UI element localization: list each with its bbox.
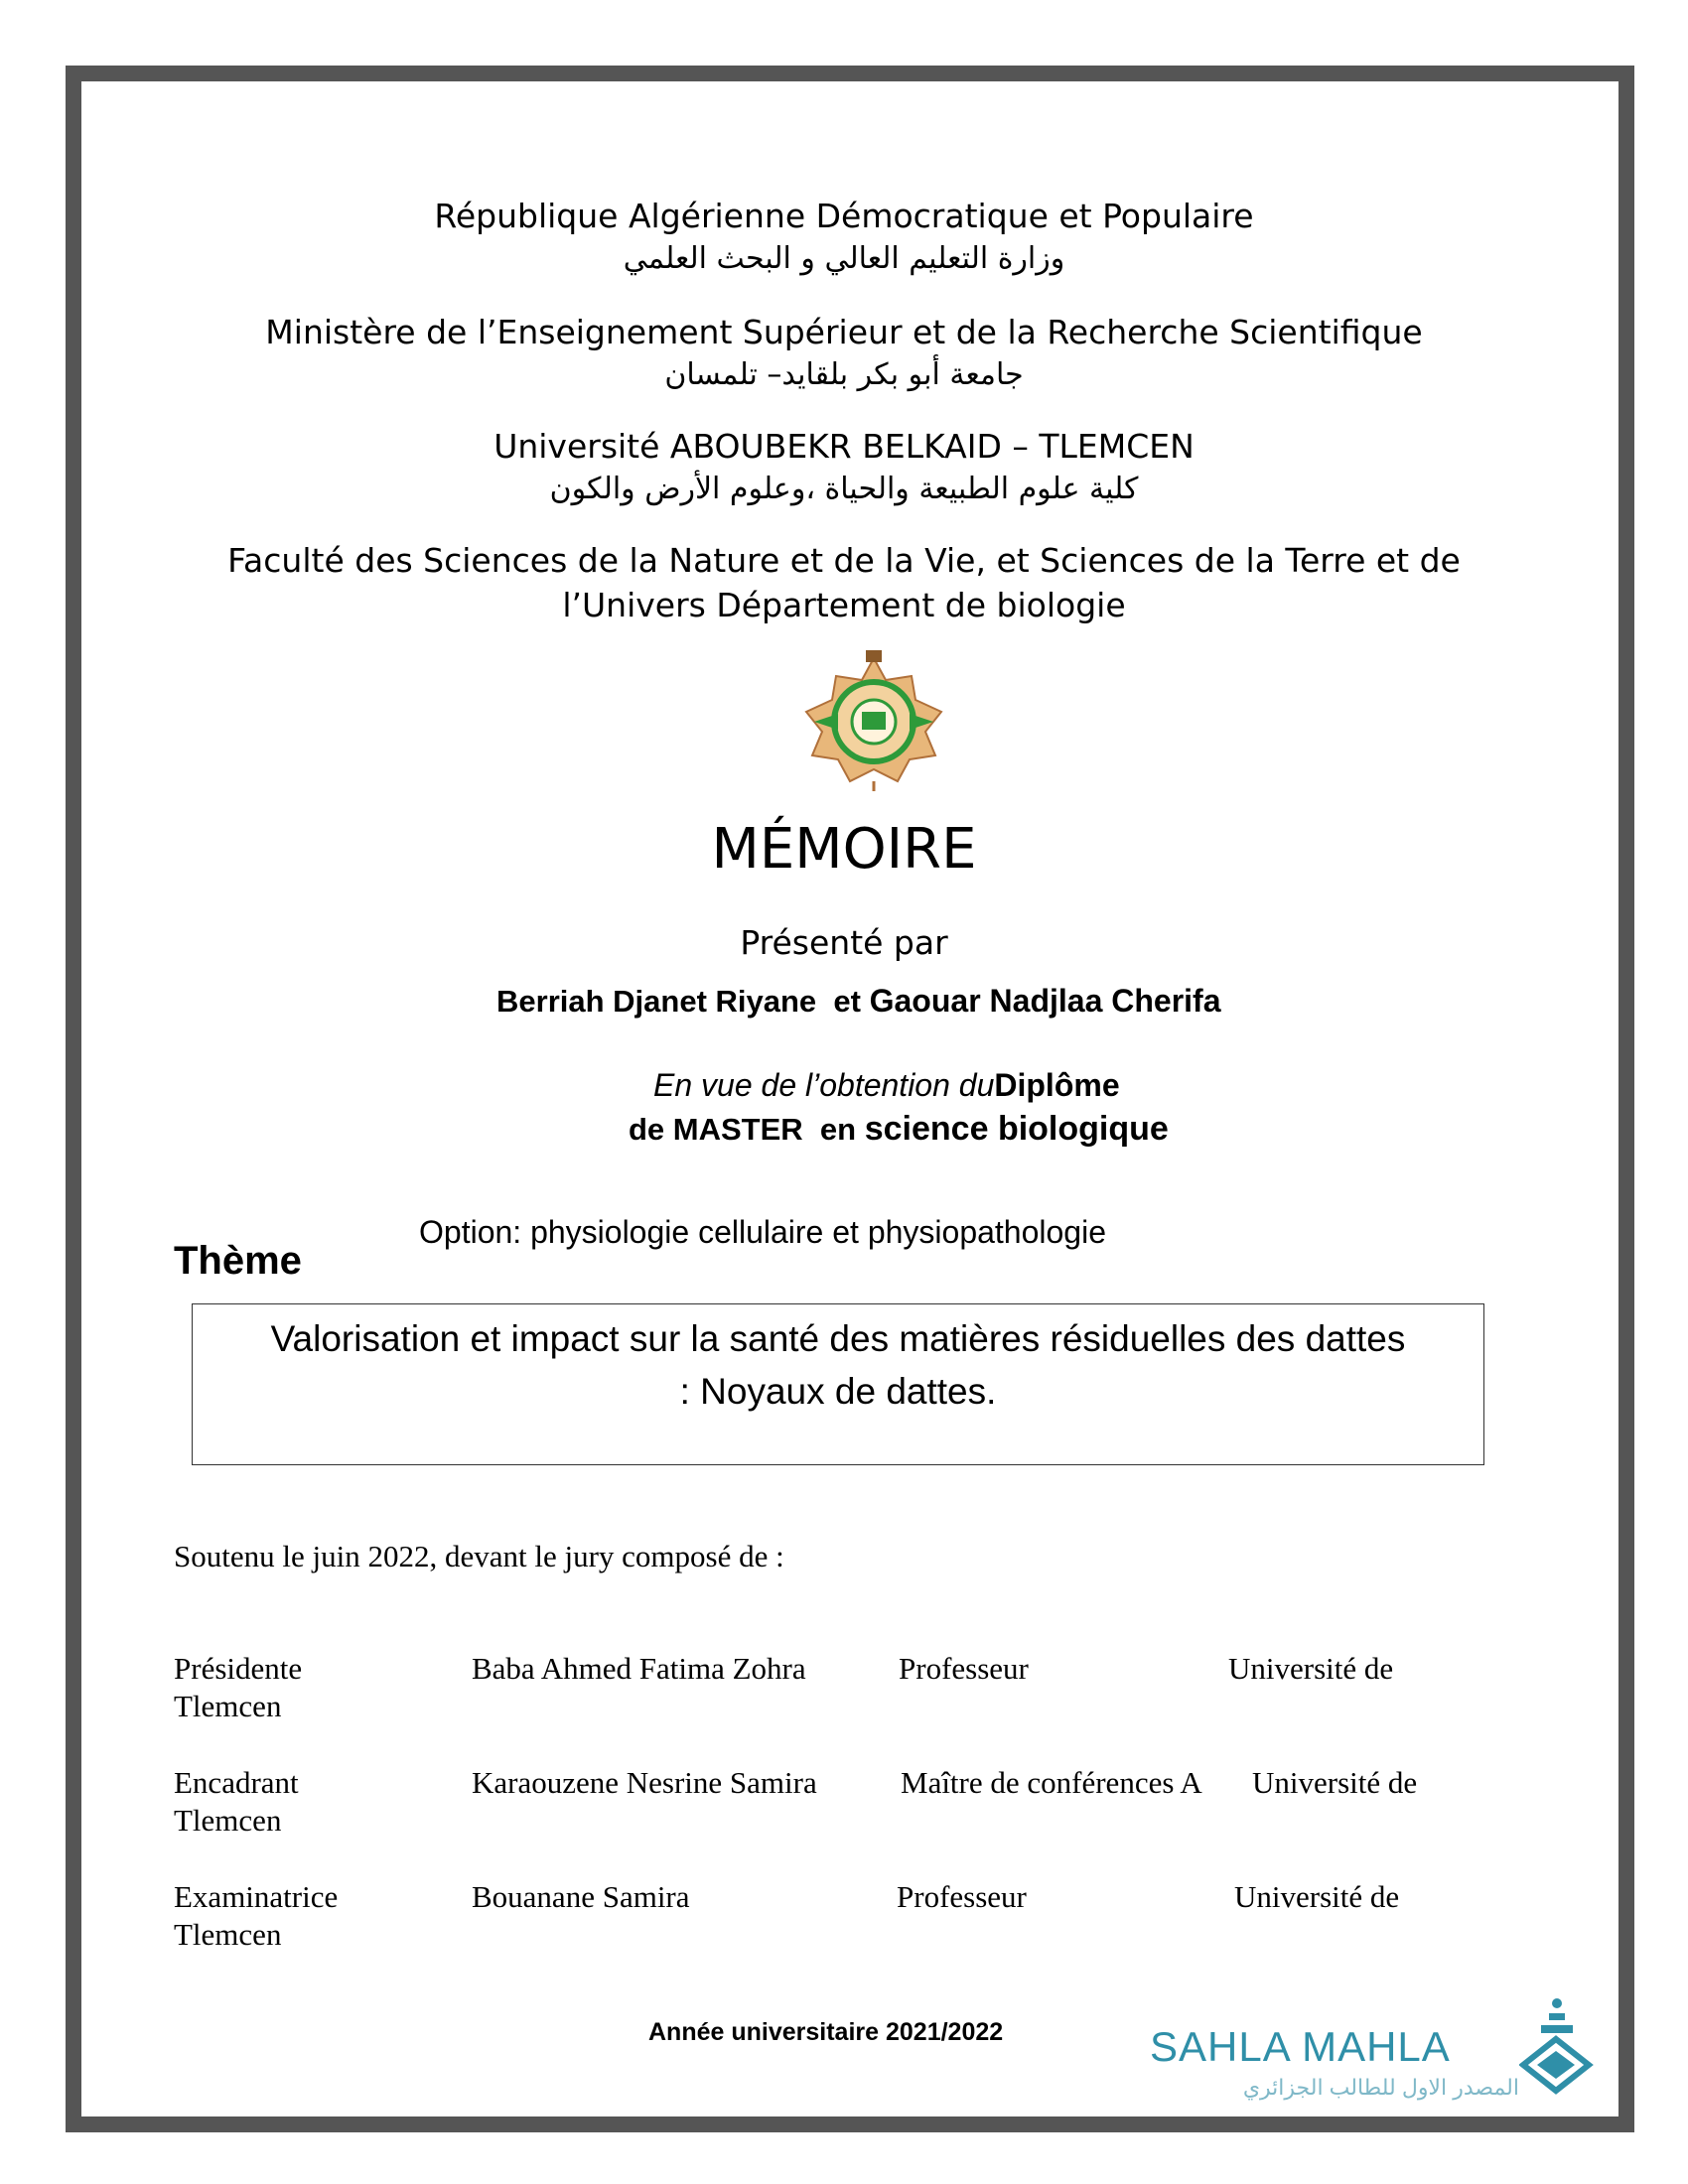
ministry-title: Ministère de l’Enseignement Supérieur et de la Recherche Scientifique [265, 313, 1423, 351]
jury-name: Karaouzene Nesrine Samira [472, 1765, 817, 1800]
university-title: Université ABOUBEKR BELKAID – TLEMCEN [493, 427, 1195, 466]
jury-city: Tlemcen [174, 1689, 282, 1723]
jury-university: Université de [1234, 1879, 1400, 1914]
faculty-line-2: l’Univers Département de biologie [562, 586, 1126, 624]
jury-role: Examinatrice [174, 1879, 339, 1914]
jury-grade: Professeur [897, 1879, 1027, 1914]
jury-grade: Maître de conférences A [901, 1765, 1202, 1800]
option-text: Option: physiologie cellulaire et physiopathologie [419, 1214, 1106, 1250]
memoire-title: MÉMOIRE [711, 817, 977, 882]
presented-by: Présenté par [740, 923, 948, 962]
obtention-text: En vue de l’obtention du [653, 1067, 995, 1103]
jury-grade: Professeur [899, 1651, 1029, 1686]
brand-logo-icon [1519, 1995, 1594, 2100]
jury-name: Bouanane Samira [472, 1879, 690, 1914]
theme-label: Thème [174, 1239, 302, 1283]
brand-name: SAHLA MAHLA [1150, 2023, 1451, 2070]
en-text: en [819, 1112, 857, 1147]
theme-line-2: : Noyaux de dattes. [679, 1371, 997, 1412]
faculty-arabic: كلية علوم الطبيعة والحياة ،وعلوم الأرض والكون [549, 472, 1139, 506]
university-emblem [794, 650, 953, 794]
ministry-arabic: وزارة التعليم العالي و البحث العلمي [623, 241, 1065, 276]
jury-city: Tlemcen [174, 1803, 282, 1838]
diplome-text: Diplôme [994, 1067, 1120, 1103]
authors [496, 983, 1221, 1020]
jury-role: Encadrant [174, 1765, 299, 1800]
jury-city: Tlemcen [174, 1917, 282, 1952]
academic-year: Année universitaire 2021/2022 [648, 2018, 1004, 2046]
master-line [629, 1110, 1169, 1149]
republic-title: République Algérienne Démocratique et Populaire [434, 197, 1254, 235]
jury-row [174, 1765, 1465, 1844]
jury-name: Baba Ahmed Fatima Zohra [472, 1651, 806, 1686]
brand-subtitle: المصدر الاول للطالب الجزائري [1242, 2075, 1519, 2100]
jury-university: Université de [1252, 1765, 1418, 1800]
theme-line-1: Valorisation et impact sur la santé des matières résiduelles des dattes [270, 1318, 1406, 1359]
author-1: Berriah Djanet Riyane [496, 984, 817, 1019]
faculty-line-1: Faculté des Sciences de la Nature et de la Vie, et Sciences de la Terre et de [227, 541, 1461, 580]
obtention-line [653, 1067, 1120, 1104]
jury-role: Présidente [174, 1651, 303, 1686]
author-conjunction: et [833, 984, 861, 1019]
jury-university: Université de [1228, 1651, 1394, 1686]
science-text: science biologique [864, 1110, 1169, 1148]
university-arabic: جامعة أبو بكر بلقايد– تلمسان [664, 357, 1024, 392]
author-2: Gaouar Nadjlaa Cherifa [869, 983, 1221, 1019]
jury-intro: Soutenu le juin 2022, devant le jury composé de : [174, 1539, 784, 1573]
master-text: de MASTER [629, 1112, 803, 1147]
jury-row [174, 1651, 1465, 1730]
jury-row [174, 1879, 1465, 1959]
